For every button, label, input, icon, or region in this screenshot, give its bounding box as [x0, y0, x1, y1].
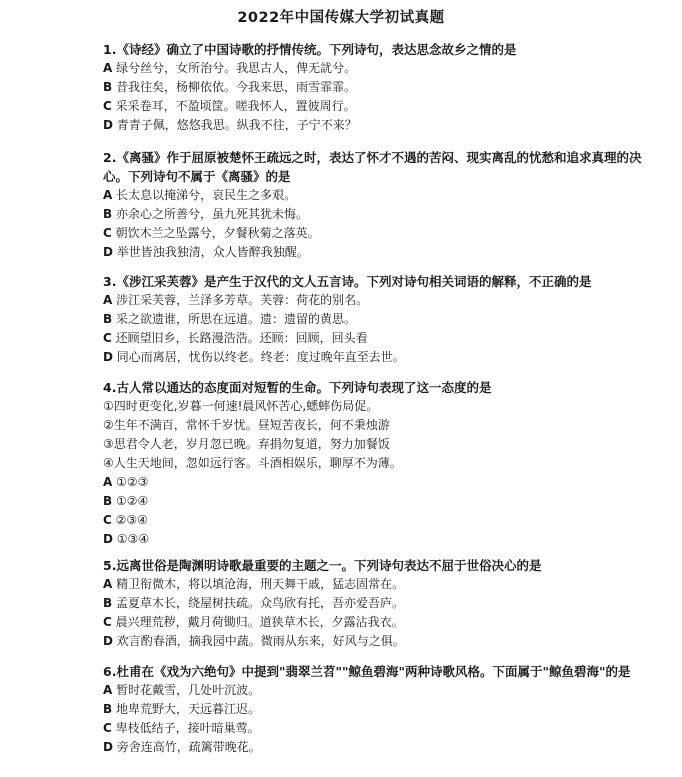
option-b: B 昔我往矣，杨柳依依。今我来思，雨雪霏霏。	[103, 80, 356, 94]
question-stem: 4.古人常以通达的态度面对短暂的生命。下列诗句表现了这一态度的是	[103, 380, 492, 395]
question-stem: 2.《离骚》作于屈原被楚怀王疏远之时，表达了怀才不遇的苦闷、现实离乱的忧愁和追求真理的决心。下列诗句不属于《离骚》的是	[103, 150, 642, 184]
question-stem: 5.远离世俗是陶渊明诗歌最重要的主题之一。下列诗句表达不屈于世俗决心的是	[103, 558, 542, 573]
option-b: B 孟夏草木长，绕屋树扶疏。众鸟欣有托，吾亦爱吾庐。	[103, 596, 404, 610]
option-a: A 长太息以掩涕兮，哀民生之多艰。	[103, 188, 297, 202]
question-6	[103, 662, 663, 757]
option-d: D 同心而离居，忧伤以终老。终老：度过晚年直至去世。	[103, 350, 405, 364]
option-d: D 举世皆浊我独清，众人皆醉我独醒。	[103, 245, 309, 259]
question-3	[103, 272, 663, 367]
option-c: C ②③④	[103, 513, 148, 527]
question-stem: 3.《涉江采芙蓉》是产生于汉代的文人五言诗。下列对诗句相关词语的解释，不正确的是	[103, 274, 592, 289]
question-stem: 1.《诗经》确立了中国诗歌的抒情传统。下列诗句，表达思念故乡之情的是	[103, 42, 517, 57]
option-a: A 绿兮丝兮，女所治兮。我思古人，俾无訧兮。	[103, 61, 357, 75]
question-4	[103, 378, 663, 549]
option-c: C 卑枝低结子，接叶暗巢莺。	[103, 721, 260, 735]
question-1	[103, 40, 663, 135]
option-b: B 地卑荒野大，天远暮江迟。	[103, 702, 260, 716]
option-d: D ①③④	[103, 532, 150, 546]
numbered-item: ②生年不满百，常怀千岁忧。昼短苦夜长，何不秉烛游	[103, 418, 390, 432]
option-c: C 朝饮木兰之坠露兮，夕餐秋菊之落英。	[103, 226, 320, 240]
option-d: D 旁舍连高竹，疏篱带晚花。	[103, 740, 261, 754]
question-2	[103, 148, 663, 262]
numbered-item: ④人生天地间，忽如远行客。斗酒相娱乐，聊厚不为薄。	[103, 456, 402, 470]
option-b: B ①②④	[103, 494, 149, 508]
option-c: C 采采卷耳，不盈顷筐。嗟我怀人，置彼周行。	[103, 99, 356, 113]
page-title: 2022年中国传媒大学初试真题	[237, 10, 445, 26]
option-b: B 亦余心之所善兮，虽九死其犹未悔。	[103, 207, 308, 221]
option-b: B 采之欲遗谁，所思在远道。遗：遗留的黄思。	[103, 312, 356, 326]
option-a: A 精卫衔微木，将以填沧海，刑天舞干戚，猛志固常在。	[103, 577, 405, 591]
option-a: A ①②③	[103, 475, 149, 489]
question-stem: 6.杜甫在《戏为六绝句》中提到"翡翠兰苕""鲸鱼碧海"两种诗歌风格。下面属于"鲸鱼碧海"的是	[103, 664, 631, 679]
question-5	[103, 556, 663, 651]
option-c: C 还顾望旧乡，长路漫浩浩。还顾：回顾，回头看	[103, 331, 368, 345]
numbered-item: ①四时更变化,岁暮一何速!晨风怀苦心,蟋蟀伤局促。	[103, 399, 379, 413]
option-a: A 暂时花戴雪，几处叶沉波。	[103, 683, 261, 697]
option-a: A 涉江采芙蓉，兰泽多芳草。芙蓉：荷花的别名。	[103, 293, 369, 307]
option-d: D 青青子佩，悠悠我思。纵我不往，子宁不来？	[103, 118, 357, 132]
option-c: C 晨兴理荒秽，戴月荷锄归。道狭草木长，夕露沾我衣。	[103, 615, 404, 629]
numbered-item: ③思君令人老，岁月忽已晚。弃捐勿复道，努力加餐饭	[103, 437, 390, 451]
option-d: D 欢言酌春酒，摘我园中蔬。微雨从东来，好风与之俱。	[103, 634, 405, 648]
